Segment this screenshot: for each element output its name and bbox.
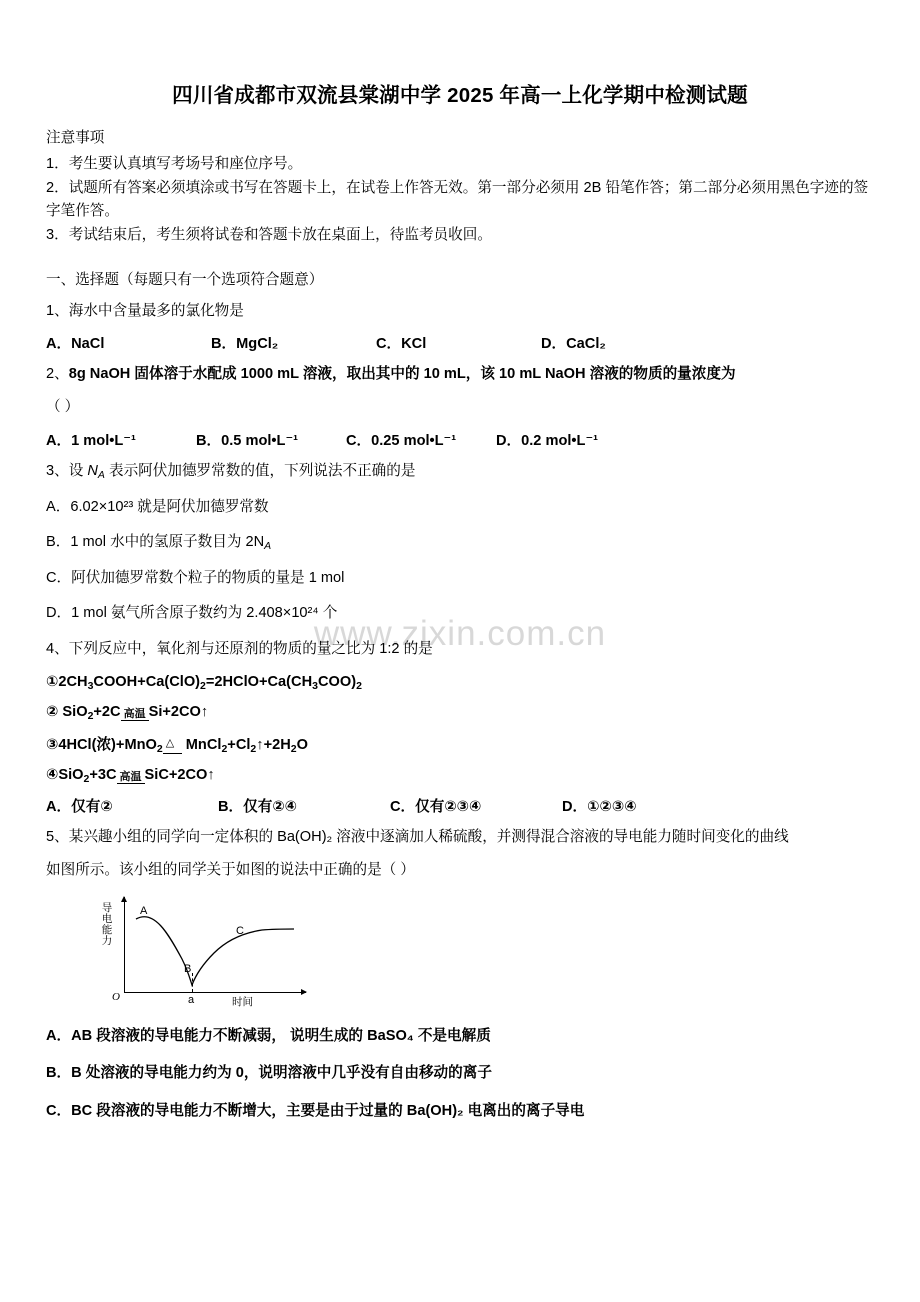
question-3-option-b[interactable] — [46, 530, 874, 556]
question-3-option-c[interactable]: C．阿伏加德罗常数个粒子的物质的量是 1 mol — [46, 569, 345, 586]
chart-point-a-label: A — [140, 905, 148, 918]
question-2-option-d[interactable]: D．0.2 mol•L⁻¹ — [496, 432, 599, 449]
condition-high-temp-icon-2: 高温 — [117, 772, 145, 784]
question-1-option-b[interactable]: B．MgCl₂ — [211, 336, 279, 353]
chart-point-c-label: C — [236, 925, 244, 938]
question-3-symbol: N — [87, 462, 98, 479]
question-5-number: 5、 — [46, 829, 69, 846]
question-3-stem — [46, 459, 874, 485]
question-1-option-d[interactable]: D．CaCl₂ — [541, 336, 606, 353]
question-1-option-a[interactable]: A．NaCl — [46, 336, 105, 353]
question-4-option-d[interactable]: D．①②③④ — [562, 799, 637, 816]
question-5-option-a[interactable]: A．AB 段溶液的导电能力不断减弱， 说明生成的 BaSO₄ 不是电解质 — [46, 1028, 491, 1045]
question-5-text: 某兴趣小组的同学向一定体积的 Ba(OH)₂ 溶液中逐滴加人稀硫酸，并测得混合溶液的导电能力随时间变化的曲线 — [68, 829, 789, 846]
question-4-option-a[interactable]: A．仅有② — [46, 799, 113, 816]
chart-point-b-label: B — [184, 963, 192, 976]
chart-dashed-guide — [192, 973, 194, 992]
question-5-stem-cont: 如图所示。该小组的同学关于如图的说法中正确的是（ ） — [46, 862, 415, 879]
question-2-option-c[interactable]: C．0.25 mol•L⁻¹ — [346, 432, 457, 449]
question-4-equation-2: ② SiO$_2$+2C 高温 Si+2CO↑ — [46, 703, 209, 722]
notice-line-1: 1．考生要认真填写考场号和座位序号。 — [46, 156, 303, 172]
chart-curve — [102, 897, 332, 1009]
notice-line-3: 3．考试结束后，考生须将试卷和答题卡放在桌面上，待监考员收回。 — [46, 226, 492, 243]
chart-y-axis-label: 导电能力 — [101, 902, 113, 948]
condition-heat-icon — [163, 741, 182, 754]
question-4-option-c[interactable]: C．仅有②③④ — [390, 799, 482, 816]
question-1-option-c[interactable]: C．KCl — [376, 336, 427, 353]
question-4-equation-3: ③4HCl(浓)+MnO$_2$△ $MnCl_2+Cl_2↑+2H_2O$ — [46, 733, 874, 755]
question-5-option-b[interactable]: B．B 处溶液的导电能力约为 0，说明溶液中几乎没有自由移动的离子 — [46, 1065, 492, 1082]
chart-x-axis-label: 时间 — [232, 996, 253, 1009]
question-3-text-post: 表示阿伏加德罗常数的值，下列说法不正确的是 — [104, 462, 416, 479]
question-2-options — [46, 429, 874, 450]
question-2-text: 8g NaOH 固体溶于水配成 1000 mL 溶液，取出其中的 10 mL，该 10 mL NaOH 溶液的物质的量浓度为 — [68, 366, 736, 383]
chart-origin-label: O — [112, 991, 120, 1004]
question-2-stem — [46, 362, 874, 387]
condition-high-temp-icon: 高温 — [121, 709, 149, 721]
conductivity-chart — [102, 897, 332, 1009]
question-3-option-a[interactable]: A．6.02×10²³ 就是阿伏加德罗常数 — [46, 498, 269, 515]
question-1-text: 海水中含量最多的氯化物是 — [68, 302, 244, 319]
question-4-stem — [46, 637, 874, 662]
question-2-option-b[interactable]: B．0.5 mol•L⁻¹ — [196, 432, 299, 449]
question-2-number: 2、 — [46, 366, 69, 383]
question-3-option-b-text: B．1 mol 水中的氢原子数目为 2N — [46, 534, 265, 551]
question-1-number: 1、 — [46, 302, 69, 319]
question-3-symbol-sub: A — [97, 468, 105, 481]
question-5-stem — [46, 825, 874, 850]
question-1-options — [46, 332, 874, 353]
question-4-option-b[interactable]: B．仅有②④ — [218, 799, 298, 816]
page-content — [46, 78, 874, 1124]
section-heading: 一、选择题（每题只有一个选项符合题意） — [46, 271, 324, 288]
watermark: www.zixin.com.cn — [313, 614, 607, 653]
page-title: 四川省成都市双流县棠湖中学 2025 年高一上化学期中检测试题 — [172, 84, 748, 107]
question-3-text-pre: 设 — [68, 462, 88, 479]
notice-heading: 注意事项 — [46, 130, 105, 146]
question-5-option-c[interactable]: C．BC 段溶液的导电能力不断增大，主要是由于过量的 Ba(OH)₂ 电离出的离子导电 — [46, 1102, 585, 1119]
question-3-option-b-sub: A — [264, 540, 272, 553]
question-4-number: 4、 — [46, 640, 69, 657]
question-4-equation-1: $①2CH_3COOH+Ca(ClO)_2=2HClO+Ca(CH_3COO)_2$ — [46, 673, 362, 692]
question-4-text: 下列反应中，氧化剂与还原剂的物质的量之比为 1:2 的是 — [68, 640, 433, 657]
question-4-options — [46, 795, 874, 816]
question-1-stem — [46, 299, 874, 324]
question-3-option-d[interactable]: D．1 mol 氨气所含原子数约为 2.408×10²⁴ 个 — [46, 605, 338, 622]
question-3-number: 3、 — [46, 462, 69, 479]
chart-x-tick-a: a — [188, 994, 195, 1007]
notice-line-2: 2．试题所有答案必须填涂或书写在答题卡上，在试卷上作答无效。第一部分必须用 2B 铅笔作答；第二部分必须用黑色字迹的签字笔作答。 — [46, 179, 869, 220]
question-2-option-a[interactable]: A．1 mol•L⁻¹ — [46, 432, 136, 449]
question-4-equation-4: ④SiO$_2$+3C 高温 SiC+2CO↑ — [46, 766, 215, 785]
question-2-stem-cont: （ ） — [46, 399, 80, 416]
